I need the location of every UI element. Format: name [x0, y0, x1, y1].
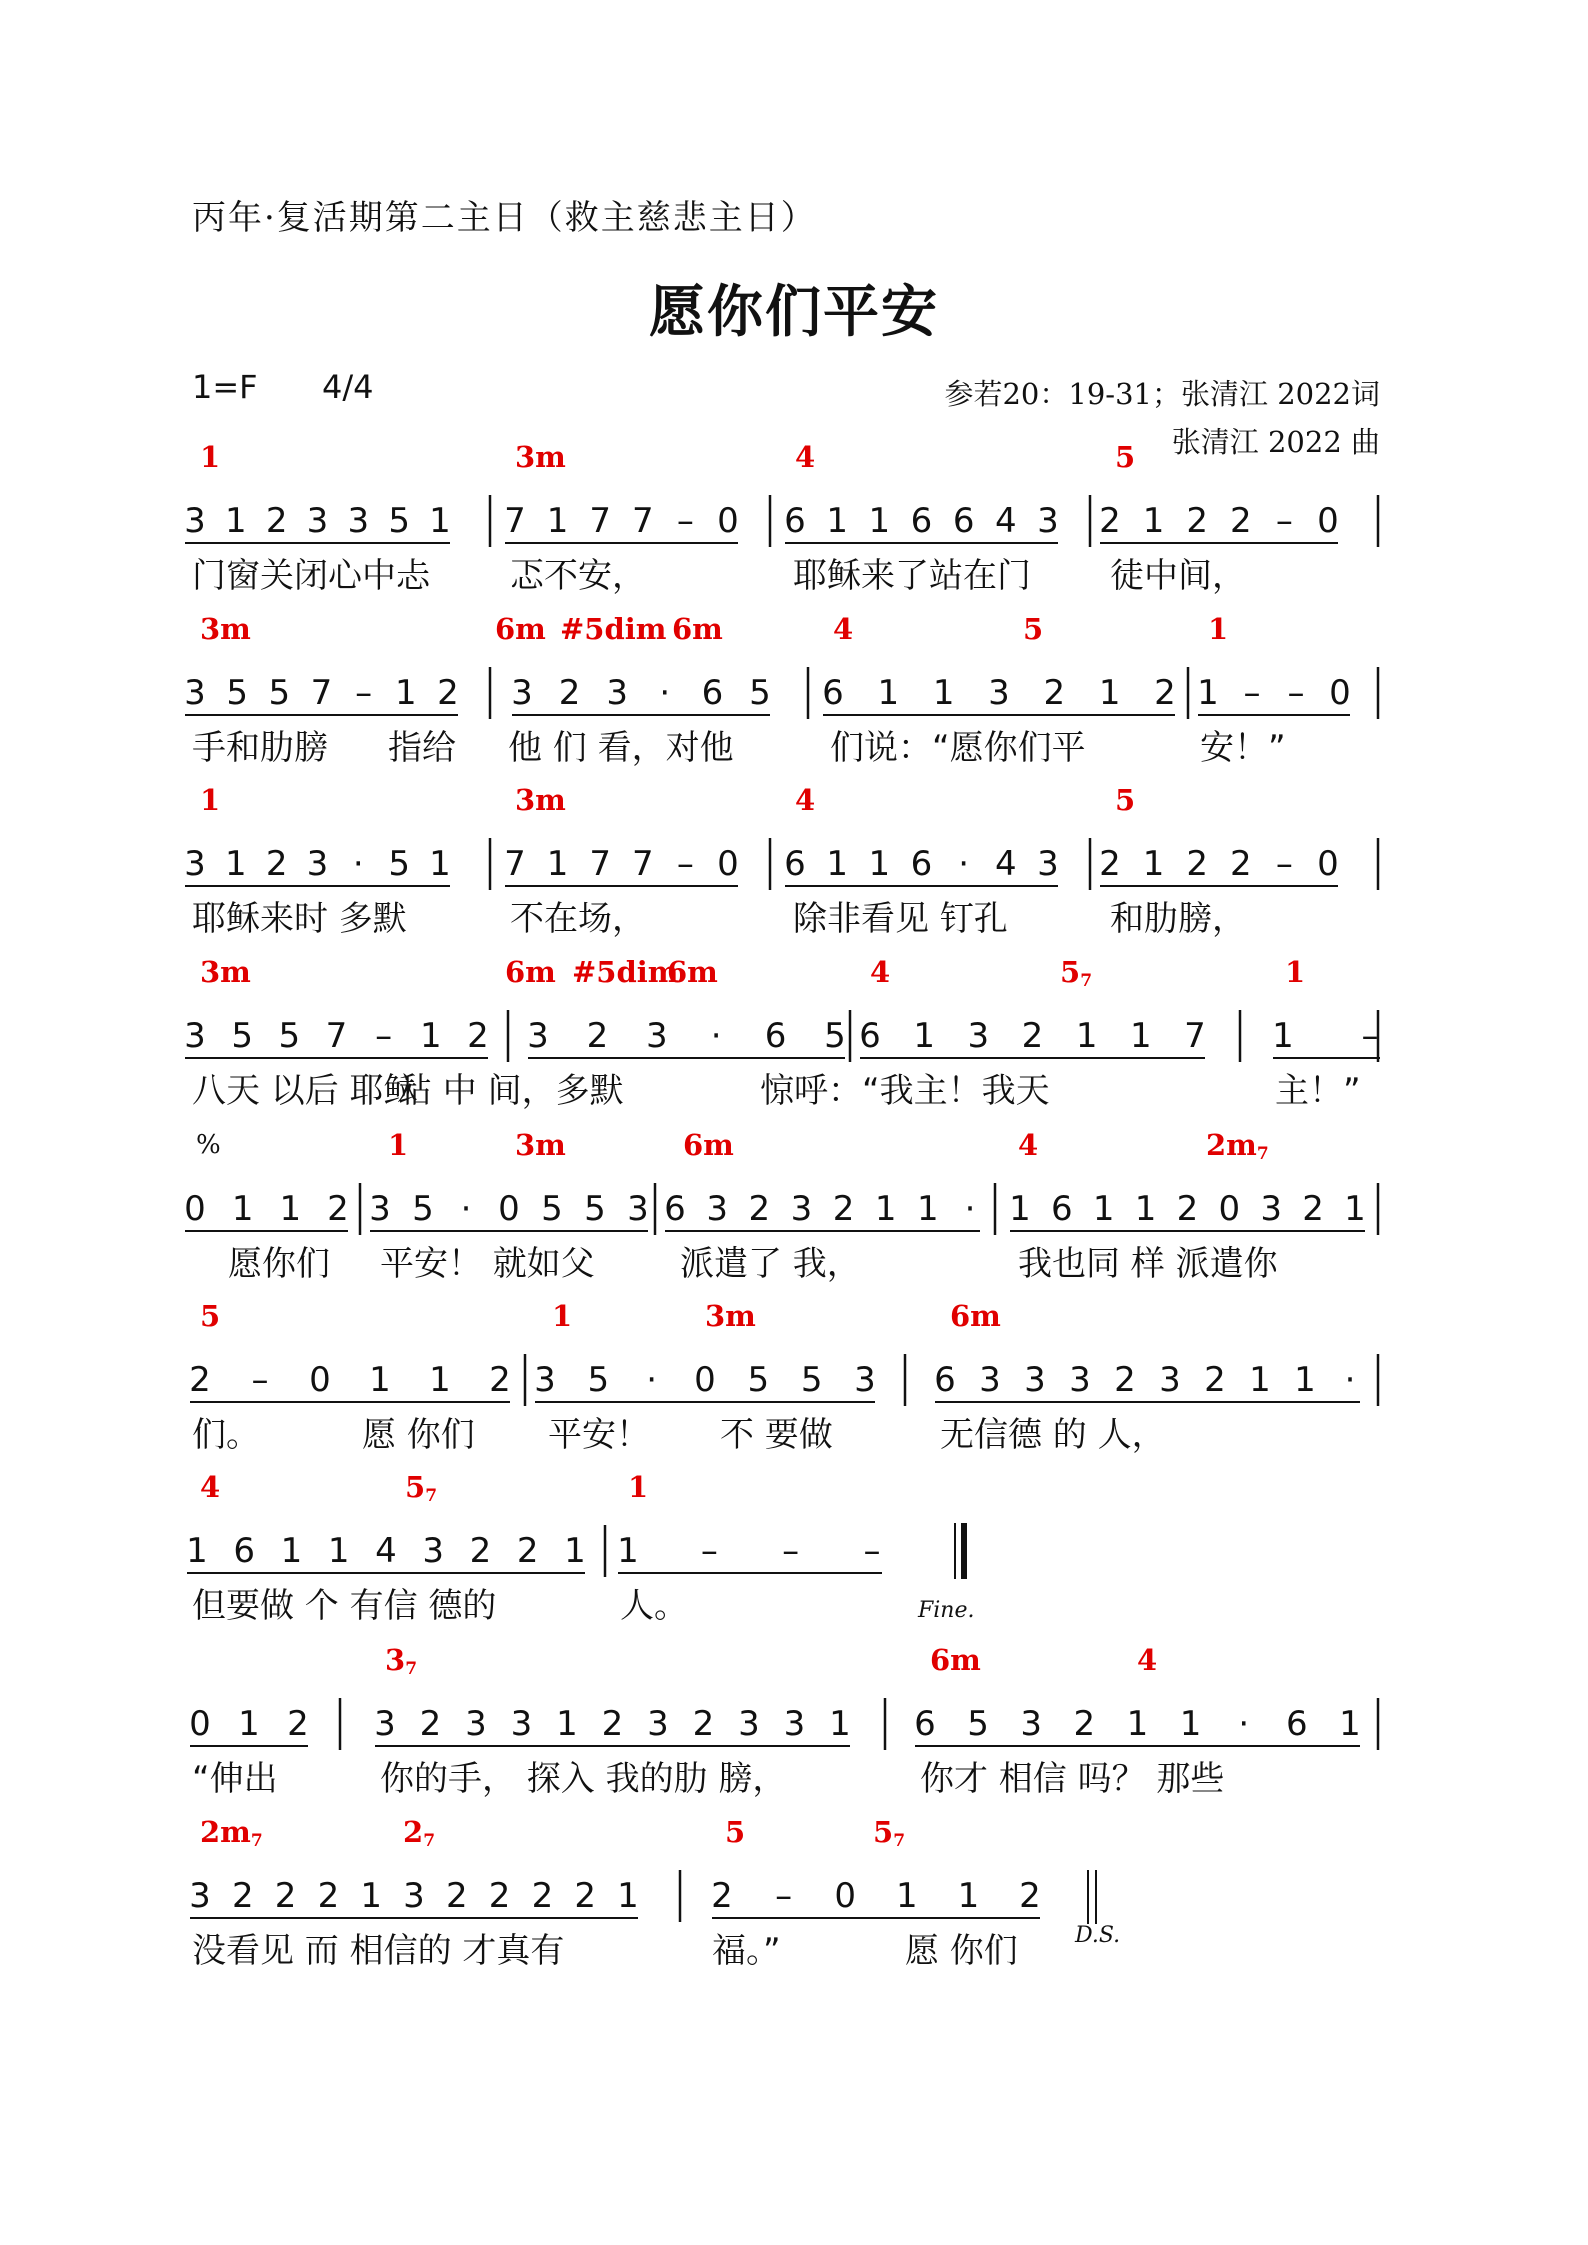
- lyric-text: 门窗关闭心中忐: [192, 556, 430, 596]
- note-digit: 3: [184, 844, 206, 884]
- note-digit: 1: [895, 1876, 918, 1916]
- note-digit: 1: [1075, 1016, 1098, 1056]
- lyric-credit: 参若20：19-31；张清江 2022词: [944, 377, 1380, 411]
- note-digit: 6: [233, 1531, 256, 1571]
- note-digit: 5: [584, 1189, 606, 1229]
- note-digit: 2: [488, 1876, 511, 1916]
- lyric-text: 福。”: [712, 1931, 781, 1971]
- note-digit: 7: [589, 844, 612, 884]
- chord-symbol: 57: [873, 1815, 906, 1851]
- lyric-text: 主！”: [1275, 1071, 1361, 1111]
- note-digit: 4: [995, 844, 1017, 884]
- note-digit: 1: [826, 501, 848, 541]
- note-digit: 2: [1229, 501, 1252, 541]
- note-digit: 1: [829, 1704, 851, 1744]
- note-digit: 2: [1176, 1189, 1199, 1229]
- note-digit: 2: [469, 1531, 492, 1571]
- note-digit: 1: [231, 1189, 254, 1229]
- lyric-text: 手和肋膀: [192, 728, 328, 768]
- note-digit: 2: [574, 1876, 597, 1916]
- chord-symbol: 5: [1115, 783, 1136, 817]
- note-digit: –: [1275, 844, 1293, 884]
- lyric-text: 他 们 看，对他: [508, 728, 734, 768]
- note-digit: 6: [859, 1016, 881, 1056]
- note-digit: 2: [231, 1876, 254, 1916]
- chord-symbol: #5dim: [572, 955, 679, 989]
- note-digit: 1: [1272, 1016, 1294, 1056]
- lyric-text: 耶稣来时 多默: [192, 899, 407, 939]
- note-digit: –: [775, 1876, 793, 1916]
- note-digit: 3: [465, 1704, 487, 1744]
- note-digit: 6: [784, 501, 806, 541]
- note-digit: 2: [1099, 844, 1121, 884]
- note-digit: 6: [1286, 1704, 1308, 1744]
- note-digit: 7: [504, 844, 526, 884]
- note-digit: 5: [824, 1016, 846, 1056]
- chord-symbol: 37: [385, 1643, 418, 1679]
- note-digit: 3: [1037, 501, 1059, 541]
- note-digit: 6: [701, 673, 724, 713]
- note-digit: 2: [558, 673, 581, 713]
- score-row: [184, 955, 1380, 1111]
- chord-symbol: 1: [388, 1128, 409, 1162]
- chord-symbol: 4: [870, 955, 891, 989]
- note-digit: 2: [265, 844, 288, 884]
- note-digit: 1: [556, 1704, 578, 1744]
- note-digit: 2: [287, 1704, 309, 1744]
- note-digit: 5: [388, 501, 410, 541]
- note-digit: 3: [184, 1016, 206, 1056]
- note-digit: 3: [184, 501, 206, 541]
- chord-symbol: 1: [200, 783, 221, 817]
- chord-symbol: 2m7: [200, 1815, 263, 1851]
- note-digit: 2: [489, 1360, 511, 1400]
- lyric-text: 不在场，: [510, 899, 646, 939]
- lyric-text: 我也同 样 派遣你: [1018, 1244, 1278, 1284]
- lyric-text: 愿 你们: [362, 1415, 475, 1455]
- note-digit: ·: [659, 673, 671, 713]
- lyric-text: 们说：“愿你们平: [830, 728, 1086, 768]
- lyric-text: 惊呼：“我主！我天: [760, 1071, 1050, 1111]
- note-digit: 3: [967, 1016, 990, 1056]
- note-digit: 3: [783, 1704, 806, 1744]
- chord-symbol: 1: [200, 440, 221, 474]
- note-digit: 2: [1099, 501, 1121, 541]
- note-digit: 3: [422, 1531, 445, 1571]
- lyric-text: 你的手， 探入 我的肋 膀，: [380, 1759, 787, 1799]
- lyric-text: 平安！ 就如父: [380, 1244, 595, 1284]
- chord-symbol: #5dim: [560, 612, 667, 646]
- note-digit: 1: [1249, 1360, 1271, 1400]
- chord-symbol: 5: [1023, 612, 1044, 646]
- chord-symbol: 6m: [495, 612, 546, 646]
- score-row: [184, 612, 1378, 768]
- lyric-text: 平安！: [548, 1415, 650, 1455]
- score-row: [186, 1470, 974, 1626]
- lyric-text: 安！”: [1200, 728, 1286, 768]
- lyric-text: 们。: [192, 1415, 260, 1455]
- score-row: [184, 1128, 1378, 1284]
- note-digit: 1: [868, 844, 891, 884]
- chord-symbol: 5: [200, 1299, 221, 1333]
- note-digit: 7: [631, 844, 654, 884]
- chord-symbol: 1: [552, 1299, 573, 1333]
- chord-symbol: 4: [1137, 1643, 1158, 1677]
- note-digit: 5: [412, 1189, 434, 1229]
- note-digit: 0: [189, 1704, 211, 1744]
- chord-symbol: 57: [1060, 955, 1093, 991]
- note-digit: –: [700, 1531, 718, 1571]
- note-digit: 7: [589, 501, 612, 541]
- note-digit: 1: [932, 673, 955, 713]
- note-digit: 1: [826, 844, 848, 884]
- lyric-text: 不 要做: [720, 1415, 833, 1455]
- note-digit: 2: [516, 1531, 539, 1571]
- note-digit: 1: [874, 1189, 897, 1229]
- note-digit: 0: [717, 501, 739, 541]
- note-digit: 5: [226, 673, 248, 713]
- note-digit: 1: [238, 1704, 260, 1744]
- note-digit: 2: [1073, 1704, 1096, 1744]
- note-digit: 3: [510, 1704, 533, 1744]
- note-digit: 6: [934, 1360, 956, 1400]
- note-digit: 2: [317, 1876, 340, 1916]
- note-digit: 1: [186, 1531, 208, 1571]
- note-digit: ·: [460, 1189, 472, 1229]
- ds-mark: D.S.: [1075, 1923, 1121, 1948]
- note-digit: 7: [325, 1016, 348, 1056]
- note-digit: ·: [958, 844, 970, 884]
- lyric-text: 耶稣来了站在门: [793, 556, 1031, 596]
- note-digit: 2: [531, 1876, 554, 1916]
- lyric-text: 愿 你们: [905, 1931, 1018, 1971]
- note-digit: 3: [1024, 1360, 1046, 1400]
- note-digit: 5: [231, 1016, 253, 1056]
- chord-symbol: 2m7: [1206, 1128, 1269, 1164]
- note-digit: 3: [979, 1360, 1001, 1400]
- note-digit: 4: [995, 501, 1017, 541]
- note-digit: 1: [395, 673, 417, 713]
- note-digit: 0: [1317, 844, 1339, 884]
- note-digit: 6: [822, 673, 844, 713]
- note-digit: 1: [279, 1189, 302, 1229]
- note-digit: 1: [1130, 1016, 1152, 1056]
- note-digit: 6: [664, 1189, 686, 1229]
- note-digit: 4: [375, 1531, 397, 1571]
- note-digit: –: [676, 844, 694, 884]
- note-digit: ·: [352, 844, 364, 884]
- note-digit: 3: [1260, 1189, 1283, 1229]
- chord-symbol: 57: [405, 1470, 438, 1506]
- note-digit: 0: [498, 1189, 520, 1229]
- note-digit: ·: [1344, 1360, 1356, 1400]
- note-digit: 1: [1134, 1189, 1157, 1229]
- lyric-text: 人。: [620, 1586, 688, 1626]
- note-digit: 2: [419, 1704, 442, 1744]
- note-digit: 1: [1197, 673, 1219, 713]
- note-digit: 1: [1092, 1189, 1115, 1229]
- note-digit: 2: [832, 1189, 855, 1229]
- note-digit: –: [1361, 1016, 1379, 1056]
- lyric-text: 没看见 而 相信的 才真有: [192, 1931, 565, 1971]
- note-digit: 3: [1037, 844, 1059, 884]
- score-row: [189, 1299, 1378, 1455]
- note-digit: ·: [710, 1016, 722, 1056]
- note-digit: 6: [764, 1016, 787, 1056]
- note-digit: 5: [268, 673, 291, 713]
- note-digit: 3: [1069, 1360, 1091, 1400]
- chord-symbol: 3m: [200, 612, 251, 646]
- note-digit: 1: [1142, 844, 1165, 884]
- note-digit: 3: [534, 1360, 556, 1400]
- lyric-text: 派遣了 我，: [680, 1244, 861, 1284]
- time-signature: 4/4: [322, 368, 374, 406]
- note-digit: –: [1275, 501, 1293, 541]
- note-digit: 1: [957, 1876, 980, 1916]
- music-credit: 张清江 2022 曲: [1171, 425, 1380, 459]
- note-digit: 1: [225, 501, 247, 541]
- note-digit: 3: [306, 844, 329, 884]
- note-digit: 2: [265, 501, 288, 541]
- note-digit: 1: [280, 1531, 303, 1571]
- lyric-text: 无信德 的 人，: [940, 1415, 1166, 1455]
- note-digit: 3: [306, 501, 329, 541]
- note-digit: 1: [1339, 1704, 1361, 1744]
- note-digit: 1: [913, 1016, 935, 1056]
- chord-symbol: 1: [1208, 612, 1229, 646]
- note-digit: 2: [1043, 673, 1066, 713]
- note-digit: 0: [717, 844, 739, 884]
- note-digit: 7: [1184, 1016, 1206, 1056]
- note-digit: 2: [437, 673, 459, 713]
- note-digit: 3: [738, 1704, 760, 1744]
- note-digit: 1: [225, 844, 247, 884]
- note-digit: 1: [617, 1876, 639, 1916]
- score-row: [189, 1815, 1120, 1971]
- note-digit: 5: [747, 1360, 770, 1400]
- fine-mark: Fine.: [918, 1598, 975, 1623]
- note-digit: 3: [647, 1704, 669, 1744]
- note-digit: 0: [184, 1189, 206, 1229]
- note-digit: 1: [868, 501, 891, 541]
- chord-symbol: 4: [1018, 1128, 1039, 1162]
- note-digit: 1: [564, 1531, 586, 1571]
- lyric-text: 站 中 间，多默: [398, 1071, 624, 1111]
- note-digit: 3: [347, 501, 370, 541]
- chord-symbol: 5: [725, 1815, 746, 1849]
- note-digit: 6: [952, 501, 975, 541]
- note-digit: 2: [1302, 1189, 1324, 1229]
- segno-mark: %: [196, 1130, 221, 1160]
- note-digit: –: [1287, 673, 1305, 713]
- note-digit: 3: [1020, 1704, 1043, 1744]
- note-digit: 3: [706, 1189, 728, 1229]
- note-digit: 7: [504, 501, 526, 541]
- note-digit: 2: [1021, 1016, 1044, 1056]
- note-digit: ·: [646, 1360, 658, 1400]
- lyric-text: 忑不安，: [510, 556, 646, 596]
- note-digit: 5: [800, 1360, 823, 1400]
- note-digit: 2: [711, 1876, 733, 1916]
- chord-symbol: 4: [795, 440, 816, 474]
- chord-symbol: 6m: [683, 1128, 734, 1162]
- note-digit: 3: [790, 1189, 813, 1229]
- note-digit: 2: [467, 1016, 489, 1056]
- score-row: [184, 783, 1378, 939]
- note-digit: 3: [854, 1360, 876, 1400]
- lyric-text: 但要做 个 有信 德的: [192, 1586, 497, 1626]
- lyric-text: “伸出: [192, 1759, 278, 1799]
- note-digit: 2: [586, 1016, 609, 1056]
- lyric-text: 除非看见 钉孔: [793, 899, 1008, 939]
- note-digit: 7: [631, 501, 654, 541]
- note-digit: 2: [692, 1704, 715, 1744]
- note-digit: 1: [1294, 1360, 1316, 1400]
- note-digit: 1: [1142, 501, 1165, 541]
- note-digit: 1: [546, 844, 569, 884]
- note-digit: 2: [189, 1360, 211, 1400]
- note-digit: ·: [964, 1189, 976, 1229]
- chord-symbol: 6m: [930, 1643, 981, 1677]
- note-digit: 1: [546, 501, 569, 541]
- note-digit: 6: [1051, 1189, 1073, 1229]
- note-digit: 5: [541, 1189, 563, 1229]
- note-digit: 2: [1019, 1876, 1041, 1916]
- note-digit: 1: [1126, 1704, 1149, 1744]
- note-digit: 3: [645, 1016, 668, 1056]
- note-digit: 0: [834, 1876, 857, 1916]
- note-digit: –: [355, 673, 373, 713]
- note-digit: 1: [369, 1360, 391, 1400]
- score-row: [189, 1643, 1378, 1799]
- note-digit: 5: [967, 1704, 989, 1744]
- note-digit: 5: [388, 844, 410, 884]
- lyric-text: 你才 相信 吗？ 那些: [920, 1759, 1225, 1799]
- note-digit: 6: [784, 844, 806, 884]
- song-subtitle: 丙年·复活期第二主日（救主慈悲主日）: [192, 198, 817, 238]
- chord-symbol: 4: [795, 783, 816, 817]
- note-digit: 3: [369, 1189, 391, 1229]
- chord-symbol: 4: [833, 612, 854, 646]
- note-digit: 3: [403, 1876, 425, 1916]
- note-digit: 1: [429, 844, 451, 884]
- chord-symbol: 1: [1285, 955, 1306, 989]
- note-digit: 1: [327, 1531, 350, 1571]
- note-digit: 5: [278, 1016, 301, 1056]
- note-digit: 2: [445, 1876, 468, 1916]
- chord-symbol: 6m: [505, 955, 556, 989]
- note-digit: 1: [1009, 1189, 1031, 1229]
- note-digit: –: [863, 1531, 881, 1571]
- lyric-text: 八天 以后 耶稣: [192, 1071, 418, 1111]
- note-digit: –: [676, 501, 694, 541]
- key-signature: 1=F: [192, 368, 258, 406]
- chord-symbol: 1: [628, 1470, 649, 1504]
- note-digit: –: [782, 1531, 800, 1571]
- note-digit: 2: [748, 1189, 771, 1229]
- chord-symbol: 27: [403, 1815, 436, 1851]
- note-digit: 2: [1229, 844, 1252, 884]
- note-digit: –: [251, 1360, 269, 1400]
- lyric-text: 指给: [388, 728, 456, 768]
- score-row: [184, 440, 1378, 596]
- chord-symbol: 3m: [515, 440, 566, 474]
- note-digit: 1: [877, 673, 900, 713]
- note-digit: 2: [1114, 1360, 1136, 1400]
- note-digit: 0: [694, 1360, 716, 1400]
- lyric-text: 徒中间，: [1110, 556, 1246, 596]
- chord-symbol: 3m: [515, 783, 566, 817]
- note-digit: 0: [309, 1360, 331, 1400]
- song-title: 愿你们平安: [649, 280, 939, 345]
- note-digit: 3: [184, 673, 206, 713]
- note-digit: 1: [429, 1360, 451, 1400]
- note-digit: 3: [988, 673, 1010, 713]
- chord-symbol: 6m: [672, 612, 723, 646]
- chord-symbol: 3m: [200, 955, 251, 989]
- note-digit: ·: [1238, 1704, 1250, 1744]
- note-digit: –: [1243, 673, 1261, 713]
- note-digit: 3: [374, 1704, 396, 1744]
- chord-symbol: 3m: [515, 1128, 566, 1162]
- chord-symbol: 4: [200, 1470, 221, 1504]
- chord-symbol: 6m: [950, 1299, 1001, 1333]
- note-digit: 3: [511, 673, 533, 713]
- note-digit: 3: [189, 1876, 211, 1916]
- note-digit: 0: [1218, 1189, 1241, 1229]
- chord-symbol: 5: [1115, 440, 1136, 474]
- note-digit: 3: [627, 1189, 649, 1229]
- note-digit: 2: [1186, 844, 1209, 884]
- note-digit: 2: [601, 1704, 624, 1744]
- note-digit: 0: [1317, 501, 1339, 541]
- note-digit: –: [375, 1016, 393, 1056]
- note-digit: 1: [917, 1189, 939, 1229]
- note-digit: 0: [1329, 673, 1351, 713]
- note-digit: 1: [360, 1876, 383, 1916]
- lyric-text: 和肋膀，: [1110, 899, 1246, 939]
- note-digit: 5: [749, 673, 771, 713]
- note-digit: 2: [1154, 673, 1176, 713]
- note-digit: 2: [1204, 1360, 1226, 1400]
- lyric-text: 愿你们: [228, 1244, 330, 1284]
- note-digit: 2: [327, 1189, 349, 1229]
- note-digit: 3: [527, 1016, 549, 1056]
- note-digit: 2: [1186, 501, 1209, 541]
- note-digit: 5: [587, 1360, 610, 1400]
- note-digit: 1: [1344, 1189, 1366, 1229]
- note-digit: 1: [1098, 673, 1121, 713]
- note-digit: 1: [617, 1531, 639, 1571]
- chord-symbol: 6m: [667, 955, 718, 989]
- note-digit: 1: [420, 1016, 442, 1056]
- note-digit: 7: [310, 673, 333, 713]
- note-digit: 6: [910, 501, 933, 541]
- chord-symbol: 3m: [705, 1299, 756, 1333]
- note-digit: 3: [1159, 1360, 1181, 1400]
- note-digit: 3: [606, 673, 629, 713]
- note-digit: 1: [429, 501, 451, 541]
- note-digit: 6: [914, 1704, 936, 1744]
- note-digit: 6: [910, 844, 933, 884]
- note-digit: 2: [274, 1876, 297, 1916]
- note-digit: 1: [1179, 1704, 1202, 1744]
